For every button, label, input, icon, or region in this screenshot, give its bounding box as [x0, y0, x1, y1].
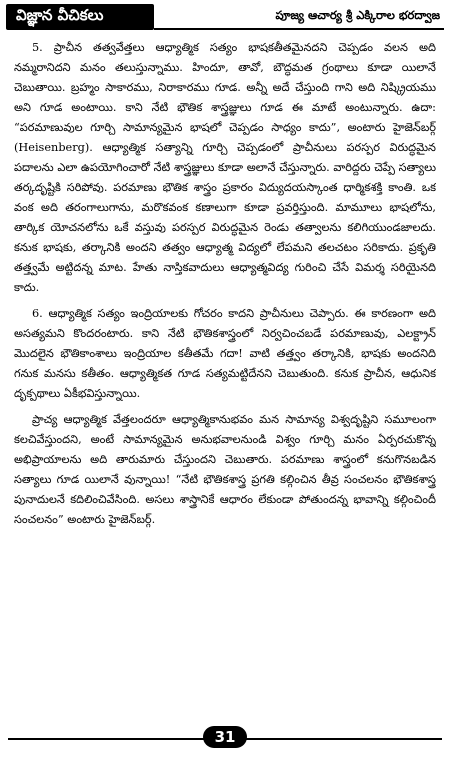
- page-number: 31: [203, 726, 247, 748]
- paragraph-5: 5. ప్రాచీన తత్వవేత్తలు ఆధ్యాత్మిక సత్యం భాషకతీతమైనదని చెప్పడం వలన అది నమ్మరానిదని మనం తలుస్తున్నాము. హిందూ, తావో, బౌద్ధమత గ్రంథాలు కూడా యిలానే చెబుతాయి. బ్రహ్మం సాకారము, నిరాకారము గూడ. అన్నీ అదే చేస్తుంది గాని అది నిష్క్రియము అని గూడ అంటాయి. కాని నేటి భౌతిక శాస్త్రజ్ఞులు గూడ ఈ మాటే అంటున్నారు. ఉదా: “పరమాణువుల గూర్చి సామాన్యమైన భాషలో చెప్పడం సాధ్యం కాదు”, అంటారు హైజెన్‌బర్గ్ (Heisenberg). ఆధ్యాత్మిక సత్యాన్ని గూర్చి చెప్పడంలో ప్రాచీనులు పరస్పర విరుద్ధమైన పదాలను ఎలా ఉపయోగించారో నేటి శాస్త్రజ్ఞులు కూడా అలానే చేస్తున్నారు. వారిద్దరు చెప్పే సత్యాలు తర్కదృష్టికి సరిపోవు. పరమాణు భౌతిక శాస్త్రం ప్రకారం విద్యుదయస్కాంత ధార్మికశక్తి కాంతి. ఒక వంక అది తరంగాలుగాను, మరొకవంక కణాలుగా కూడా ప్రవర్తిస్తుంది. మామూలు భాషలోను, తార్కిక యోచనలోను ఒకే వస్తువు పరస్పర విరుద్ధమైన రెండు తత్వాలను కలిగియుండజాలదు. కనుక భాషకు, తర్కానికి అందని తత్వం ఆధ్యాత్మ విద్యలో లేపమని తలచటం సరికాదు. ప్రకృతి తత్త్వమే అట్టిదన్న మాట. హేతు నాస్తికవాదులు ఆధ్యాత్మవిద్య గురించి చేసే విమర్శ సరియైనది కాదు.: [14, 41, 436, 294]
- page-footer: [8, 724, 442, 754]
- paragraph-6: 6. ఆధ్యాత్మిక సత్యం ఇంద్రియాలకు గోచరం కాదని ప్రాచీనులు చెప్పారు. ఈ కారణంగా అది అసత్యమని కొందరంటారు. కాని నేటి భౌతికశాస్త్రంలో నిర్వచించబడే పరమాణువు, ఎలక్ట్రాన్ మొదలైన భౌతికాంశాలు ఇంద్రియాల కతీతమే గదా! వాటి తత్త్వం తర్కానికి, భాషకు అందనిది గనుక మనసు కతీతం. ఆధ్యాత్మికత గూడ సత్యమట్టిదేనని చెబుతుంది. కనుక ప్రాచీన, ఆధునిక దృక్పథాలు ఏకీభవిస్తున్నాయి.: [14, 307, 436, 400]
- body-text: [14, 38, 436, 703]
- paragraph-7: ప్రాచ్య ఆధ్యాత్మిక వేత్తలందరూ ఆధ్యాత్మికానుభవం మన సామాన్య విశ్వదృష్టిని సమూలంగా కలచివేస్తుందని, అంటే సామాన్యమైన అనుభవాలనుండి విశ్వం గూర్చి మనం ఏర్పరచుకొన్న అభిప్రాయాలను అది తారుమారు చేస్తుందని చెబుతారు. పరమాణు శాస్త్రంలో కనుగొనబడిన సత్యాలు గూడ యిలానే వున్నాయి! “నేటి భౌతికశాస్త్ర ప్రగతి కల్గించిన తీవ్ర సంచలనం భౌతికశాస్త్ర పునాదులనే కదిలించివేసింది. అసలు శాస్త్రానికే ఆధారం లేకుండా పోతుందన్న భావాన్ని కల్గించిందీ సంచలనం” అంటారు హైజెన్‌బర్గ్.: [14, 413, 436, 526]
- page-header: [6, 4, 444, 30]
- author-name: పూజ్య ఆచార్య శ్రీ ఎక్కిరాల భరద్వాజ: [154, 4, 444, 30]
- section-title: విజ్ఞాన వీచికలు: [6, 4, 154, 30]
